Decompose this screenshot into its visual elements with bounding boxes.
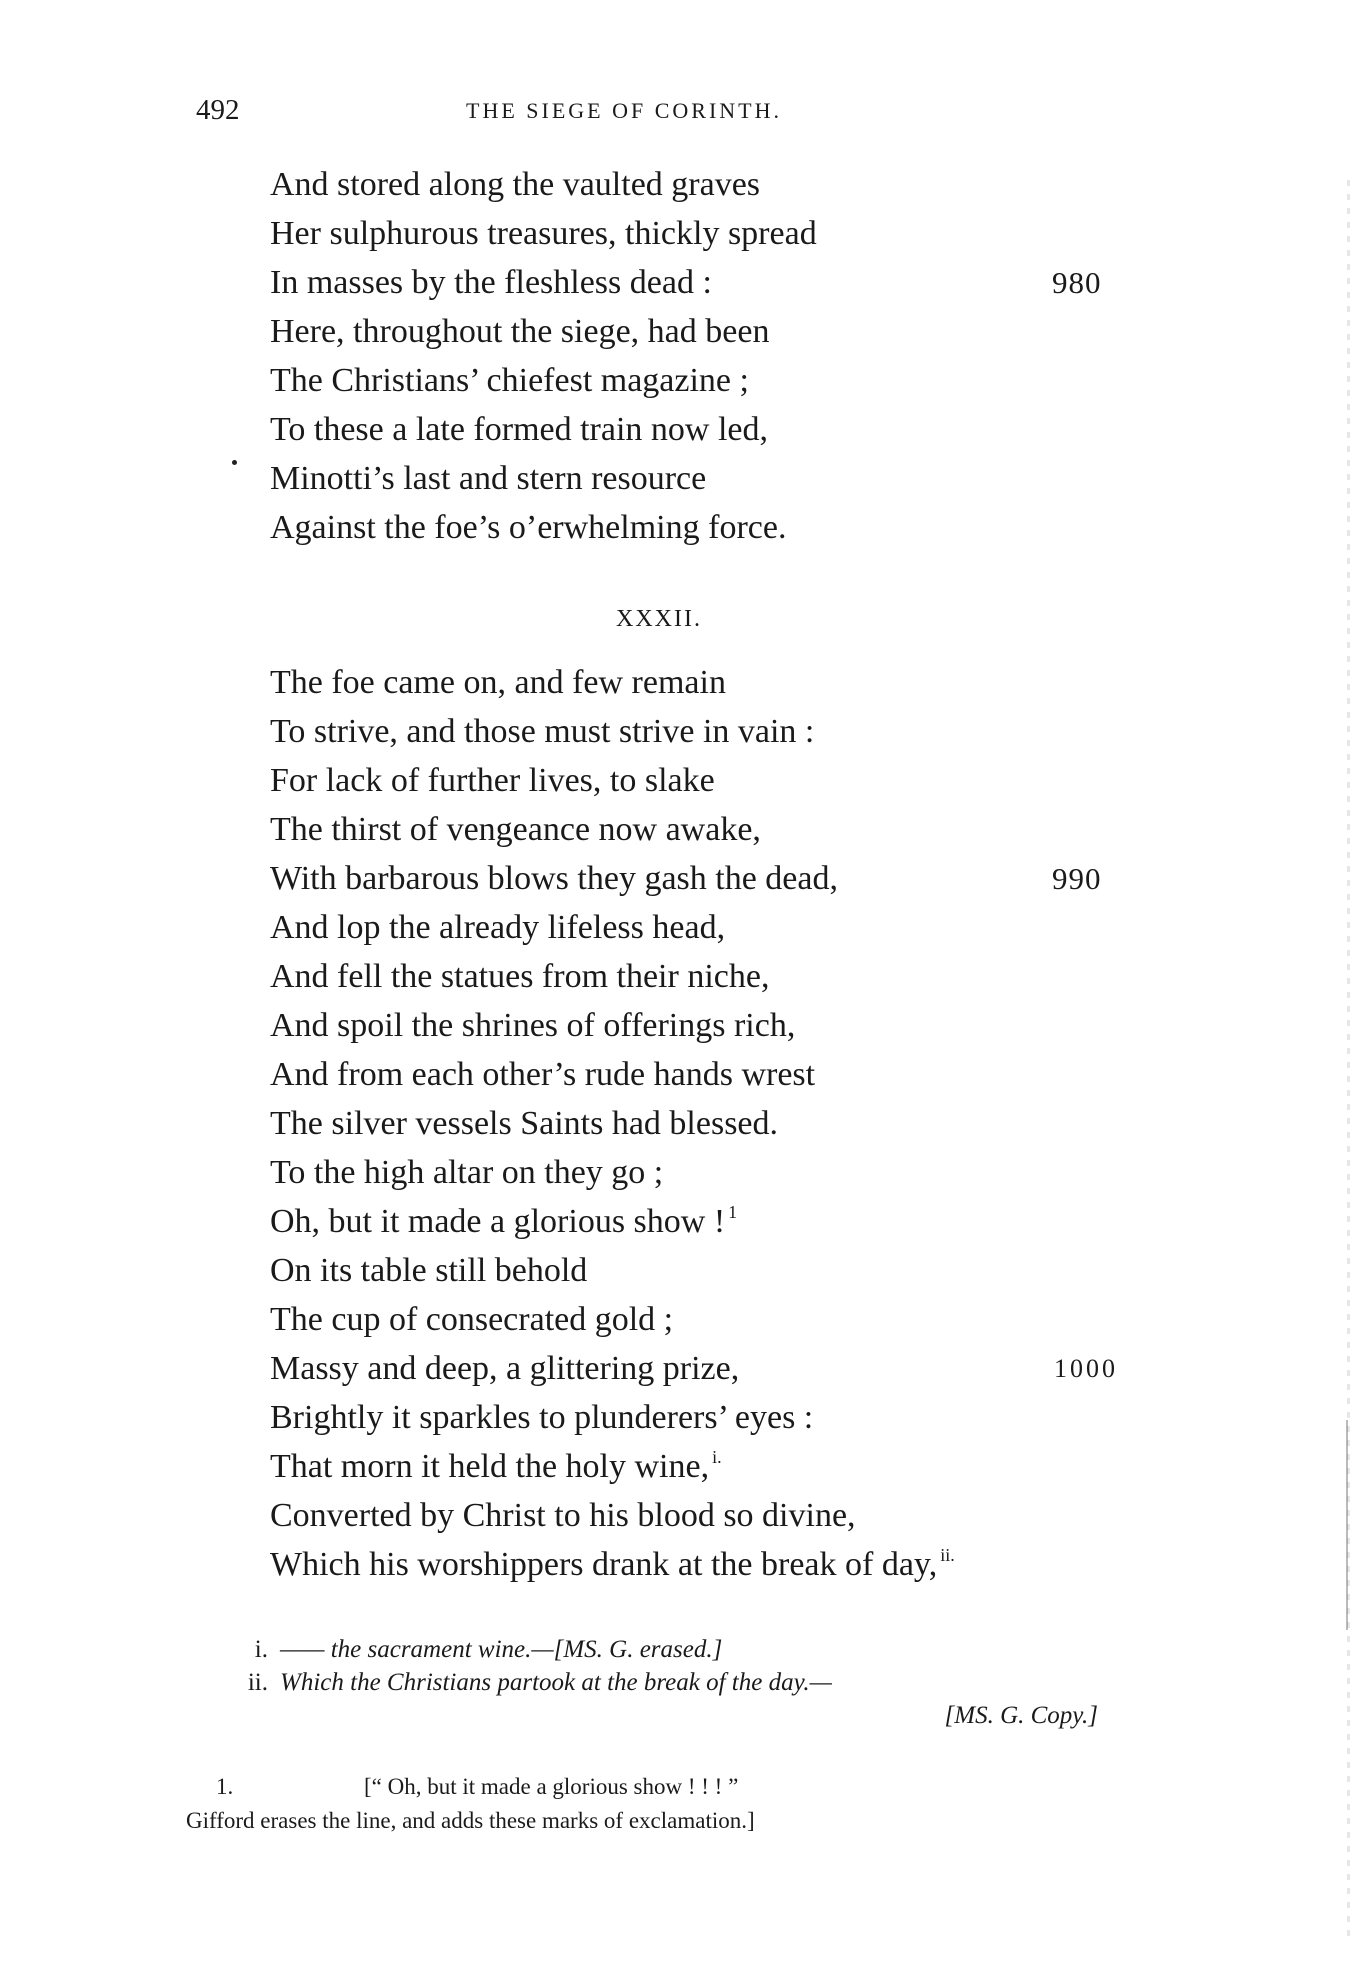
verse-line: Which his worshippers drank at the break of day, $^{ii.}$ — [270, 1545, 955, 1583]
verse-line: Here, throughout the siege, had been — [270, 313, 770, 350]
line-number: 990 — [1052, 861, 1102, 896]
verse-line: Massy and deep, a glittering prize, 1000 — [270, 1344, 1150, 1393]
verse-line: And spoil the shrines of offerings rich, — [270, 1007, 796, 1044]
scan-edge-shadow — [1346, 1420, 1348, 1630]
variant-reading: i. —— the sacrament wine.—[MS. G. erased.] — [254, 1636, 723, 1663]
verse-line: On its table still behold — [270, 1252, 588, 1289]
line-number: 980 — [1052, 265, 1102, 300]
verse-line: And fell the statues from their niche, — [270, 958, 770, 995]
verse-line: And lop the already lifeless head, — [270, 909, 726, 946]
variant-readings — [236, 1633, 1116, 1732]
verse-line: Brightly it sparkles to plunderers’ eyes : — [270, 1399, 814, 1436]
verse-line: Her sulphurous treasures, thickly spread — [270, 215, 817, 252]
footnote-quote: [“ Oh, but it made a glorious show ! ! ! ” — [364, 1774, 739, 1799]
stray-bullet-mark — [232, 460, 237, 465]
footnote — [186, 1770, 1086, 1838]
stanza-two — [270, 658, 1150, 1589]
variant-reading: ii. Which the Christians partook at the break of the day.— — [247, 1669, 832, 1696]
running-title: THE SIEGE OF CORINTH. — [466, 98, 782, 123]
page-header — [196, 94, 896, 134]
verse-line: The thirst of vengeance now awake, — [270, 811, 761, 848]
verse-line: For lack of further lives, to slake — [270, 762, 715, 799]
verse-line: Minotti’s last and stern resource — [270, 460, 707, 497]
verse-line: To strive, and those must strive in vain : — [270, 713, 815, 750]
verse-line: Oh, but it made a glorious show ! $^1$ — [270, 1202, 738, 1240]
footnote-mark: 1. — [216, 1774, 234, 1799]
verse-line: The cup of consecrated gold ; — [270, 1301, 674, 1338]
verse-line: In masses by the fleshless dead : 980 — [270, 258, 1150, 307]
variant-reading-continuation: [MS. G. Copy.] — [944, 1702, 1098, 1729]
section-number: XXXII. — [616, 606, 702, 632]
footnote-ref: 1 — [728, 1202, 738, 1222]
verse-line: To these a late formed train now led, — [270, 411, 768, 448]
verse-line: The silver vessels Saints had blessed. — [270, 1105, 779, 1142]
verse-line: And stored along the vaulted graves — [270, 166, 761, 203]
line-number: 1000 — [1054, 1354, 1118, 1383]
verse-line: The foe came on, and few remain — [270, 664, 726, 701]
verse-line: To the high altar on they go ; — [270, 1154, 664, 1191]
footnote-text: Gifford erases the line, and adds these marks of exclamation.] — [186, 1808, 755, 1833]
verse-line: Against the foe’s o’erwhelming force. — [270, 509, 787, 546]
verse-line: The Christians’ chiefest magazine ; — [270, 362, 749, 399]
verse-line: Converted by Christ to his blood so divine, — [270, 1497, 856, 1534]
stanza-one — [270, 160, 1150, 552]
verse-line: That morn it held the holy wine, $^{i.}$ — [270, 1447, 722, 1485]
scan-edge-artifact — [1347, 180, 1350, 1940]
page-number: 492 — [196, 94, 240, 126]
variant-ref: i. — [712, 1447, 722, 1467]
variant-ref: ii. — [940, 1545, 955, 1565]
verse-line: With barbarous blows they gash the dead, 990 — [270, 854, 1150, 903]
verse-line: And from each other’s rude hands wrest — [270, 1056, 816, 1093]
